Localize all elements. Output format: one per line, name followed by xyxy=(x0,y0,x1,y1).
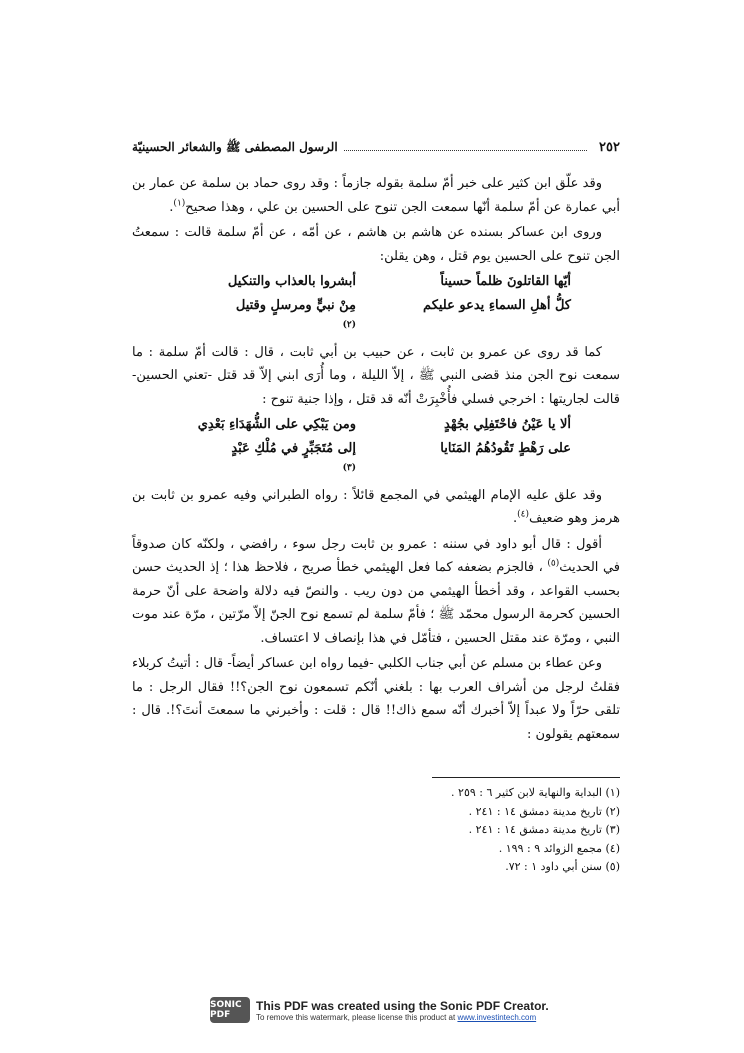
verse-line xyxy=(132,270,620,294)
body-text xyxy=(132,172,620,748)
verse-first-hemistich: أيّها القاتلونَ ظلماً حسيناً xyxy=(440,274,571,289)
paragraph: كما قد روى عن عمرو بن ثابت ، عن حبيب بن أبي ثابت ، قال : قالت أمّ سلمة : ما سمعت نوح الجن منذ قضى النبي ﷺ ، إلاّ الليلة ، وما أُرَى ابني إلاّ قد قتل -تعني الحسين- قالت لجاريتها : اخرجي فسلي فأُخْبِرَتْ أنّه قد قتل ، وإذا جنية تنوح : xyxy=(132,344,620,407)
verse-line xyxy=(132,413,620,437)
footnote: (٣) تاريخ مدينة دمشق ١٤ : ٢٤١ . xyxy=(468,823,620,836)
pdf-watermark xyxy=(210,995,550,1025)
verse-second-hemistich: إلى مُتَجَبِّرٍ في مُلْكِ عَبْدٍ(٣) xyxy=(231,440,356,473)
paragraph: أقول : قال أبو داود في سننه : عمرو بن ثابت رجل سوء ، رافضي ، ولكنّه كان صدوقاً في الحديث$^{(٥)}$ ، فالجزم بضعفه كما فعل الهيثمي خطأ صريح ، فلاحظ هذا ؛ إذ الحديث حسن بحسب القواعد ، وقد أخطأ الهيثمي من دون ريب . والنصّ فيه دلالة واضحة على أنّ حرمة الحسين كحرمة الرسول محمّد ﷺ ؛ فأمّ سلمة لم تسمع نوح الجنّ إلاّ مرّتين ، مرّة عند موت النبي ، ومرّة عند مقتل الحسين ، فتأمّل في هذا بإنصاف لا اعتساف. xyxy=(132,536,620,646)
footnote: (٤) مجمع الزوائد ٩ : ١٩٩ . xyxy=(498,841,620,855)
sonic-pdf-logo-icon: SONIC PDF xyxy=(210,997,250,1023)
footnote: (٥) سنن أبي داود ١ : ٧٢. xyxy=(505,860,620,873)
watermark-title: This PDF was created using the Sonic PDF Creator. xyxy=(256,998,549,1013)
paragraph: وعن عطاء بن مسلم عن أبي جناب الكلبي -فيما رواه ابن عساكر أيضاً- قال : أتيتُ كربلاء فقلتُ لرجل من أشراف العرب بها : بلغني أنّكم تسمعون نوح الجن؟!! فقال الرجل : ما تلقى حرّاً ولا عبداً إلاّ أخبرك أنّه سمع ذاك!! قال : قلت : وأخبرني ما سمعتَ أنتَ؟!. قال : سمعتهم يقولون : xyxy=(132,656,620,742)
footnotes xyxy=(380,784,620,877)
running-header xyxy=(132,138,620,160)
paragraph: وروى ابن عساكر بسنده عن هاشم بن هاشم ، عن أمّه ، عن أمّ سلمة قالت : سمعتُ الجن تنوح على الحسين يوم قتل ، وهن يقلن: xyxy=(132,225,620,264)
header-dot-leader xyxy=(344,138,587,151)
paragraph: وقد علّق ابن كثير على خبر أمّ سلمة بقوله جازماً : وقد روى حماد بن سلمة عن عمار بن أبي عمارة عن أمّ سلمة أنّها سمعت الجن تنوح على الحسين بن علي ، وهذا صحيح$^{(١)}$. xyxy=(132,176,620,215)
footnote: (١) البداية والنهاية لابن كثير ٦ : ٢٥٩ . xyxy=(451,786,620,799)
footnote-ref: (٤) xyxy=(517,509,530,520)
verse-second-hemistich: مِنْ نبيٍّ ومرسلٍ وقتيل(٢) xyxy=(235,297,356,330)
verse-first-hemistich: ألا يا عَيْنُ فاحْتَفِلِي بجُهْدٍ xyxy=(444,417,571,432)
footnote: (٢) تاريخ مدينة دمشق ١٤ : ٢٤١ . xyxy=(468,804,620,818)
watermark-link[interactable]: www.investintech.com xyxy=(457,1012,537,1022)
verse-line xyxy=(132,437,620,484)
verse-line xyxy=(132,294,620,341)
watermark-subtitle: To remove this watermark, please license this product at www.investintech.com xyxy=(256,1012,537,1022)
verse-first-hemistich: كلُّ أهلِ السماءِ يدعو عليكم xyxy=(423,297,571,313)
paragraph: وقد علق عليه الإمام الهيثمي في المجمع قائلاً : رواه الطبراني وفيه عمرو بن ثابت بن هرمز وهو ضعيف$^{(٤)}$. xyxy=(132,487,620,526)
footnote-separator xyxy=(432,777,620,778)
verse-first-hemistich: على رَهْطٍ تَقُودُهُمُ المَنَايا xyxy=(440,440,571,456)
verse-second-hemistich: أبشروا بالعذاب والتنكيل xyxy=(227,274,356,289)
footnote-ref: (٥) xyxy=(547,558,560,569)
page-number: ٢٥٢ xyxy=(599,140,620,155)
footnote-ref: (١) xyxy=(173,198,186,209)
verse-second-hemistich: ومن يَبْكِي على الشُّهَدَاءِ بَعْدِي xyxy=(197,417,356,432)
header-title: الرسول المصطفى ﷺ والشعائر الحسينيّة xyxy=(132,140,338,154)
